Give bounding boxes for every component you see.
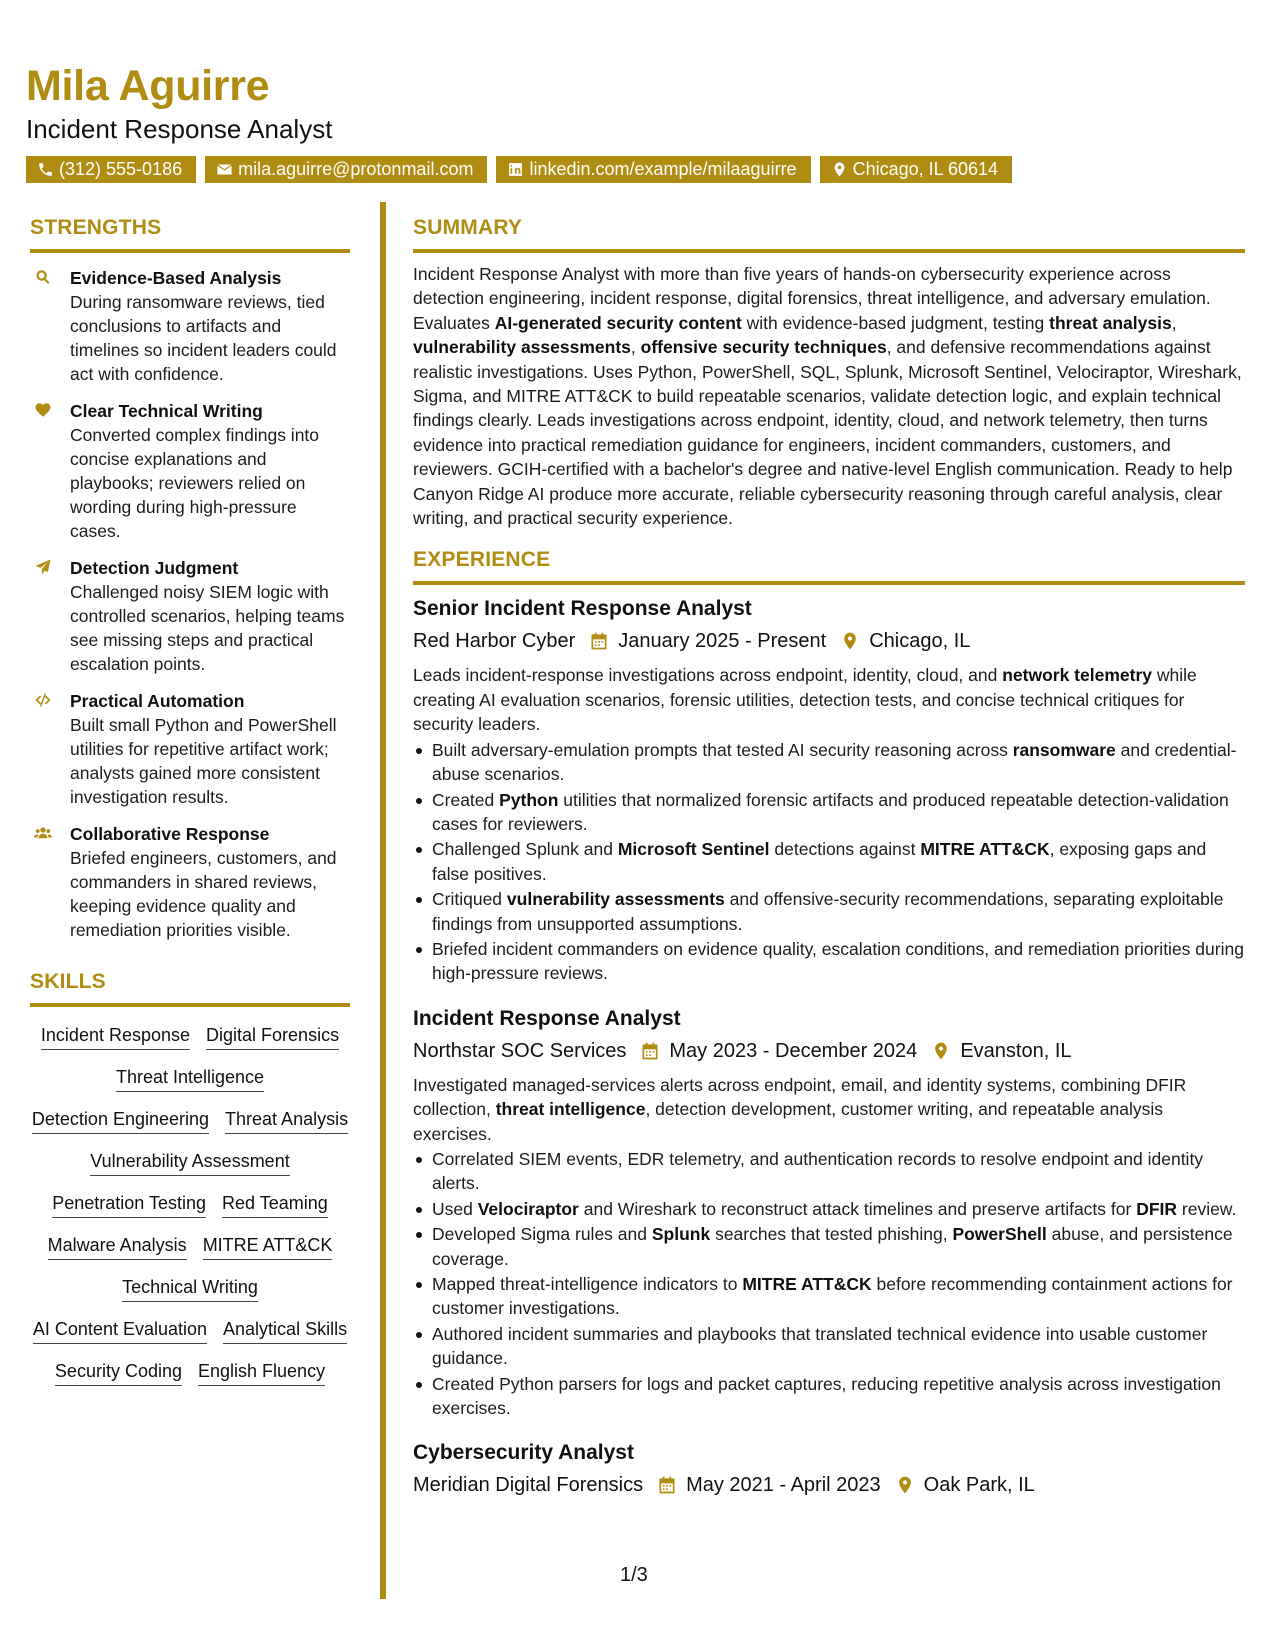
envelope-icon bbox=[216, 161, 233, 178]
strengths-heading: STRENGTHS bbox=[30, 216, 350, 253]
bullet-item: Correlated SIEM events, EDR telemetry, and authentication records to resolve endpoint and identity alerts. bbox=[413, 1147, 1245, 1196]
candidate-title: Incident Response Analyst bbox=[26, 114, 333, 144]
strength-title: Collaborative Response bbox=[70, 824, 270, 844]
bullet-item: Challenged Splunk and Microsoft Sentinel detections against MITRE ATT&CK, exposing gaps and false positives. bbox=[413, 837, 1245, 886]
job-description: Investigated managed-services alerts across endpoint, email, and identity systems, combining DFIR collection, threat intelligence, detection development, customer writing, and repeatable analysis exercises. bbox=[413, 1074, 1187, 1144]
strength-title: Evidence-Based Analysis bbox=[70, 268, 282, 288]
bullet-item: Developed Sigma rules and Splunk searches that tested phishing, PowerShell abuse, and persistence coverage. bbox=[413, 1222, 1245, 1271]
skill-tag: Security Coding bbox=[55, 1359, 182, 1386]
skill-tag: Red Teaming bbox=[222, 1191, 328, 1218]
strength-desc: During ransomware reviews, tied conclusions to artifacts and timelines so incident leaders could act with confidence. bbox=[70, 292, 337, 384]
strength-desc: Briefed engineers, customers, and commanders in shared reviews, keeping evidence quality and remediation priorities visible. bbox=[70, 848, 337, 940]
bullet-item: Used Velociraptor and Wireshark to reconstruct attack timelines and preserve artifacts for DFIR review. bbox=[413, 1197, 1245, 1221]
contact-location bbox=[820, 156, 1012, 183]
skill-tag: Penetration Testing bbox=[52, 1191, 206, 1218]
job-bullets bbox=[413, 738, 1245, 986]
users-icon bbox=[33, 824, 53, 842]
skill-tag: Technical Writing bbox=[122, 1275, 258, 1302]
job-company: Meridian Digital Forensics bbox=[413, 1474, 644, 1497]
bullet-item: Critiqued vulnerability assessments and offensive-security recommendations, separating exploitable findings from unsupported assumptions. bbox=[413, 887, 1245, 936]
map-pin-icon bbox=[840, 631, 860, 651]
summary-heading: SUMMARY bbox=[413, 216, 1245, 253]
bullet-item: Mapped threat-intelligence indicators to MITRE ATT&CK before recommending containment actions for customer investigations. bbox=[413, 1272, 1245, 1321]
job-location: Chicago, IL bbox=[869, 630, 971, 653]
map-pin-icon bbox=[931, 1041, 951, 1061]
contact-email[interactable] bbox=[205, 156, 487, 183]
candidate-name: Mila Aguirre bbox=[26, 62, 270, 110]
skill-tag: Incident Response bbox=[41, 1023, 190, 1050]
strength-desc: Converted complex findings into concise explanations and playbooks; reviewers relied on wording during high-pressure cases. bbox=[70, 425, 320, 541]
page-number: 1/3 bbox=[620, 1564, 648, 1586]
map-pin-icon bbox=[831, 161, 848, 178]
left-column bbox=[30, 216, 350, 1386]
skill-tag: Digital Forensics bbox=[206, 1023, 339, 1050]
job-location: Oak Park, IL bbox=[923, 1474, 1035, 1497]
bullet-item: Authored incident summaries and playbooks that translated technical evidence into usable customer guidance. bbox=[413, 1322, 1245, 1371]
skill-tag: Threat Intelligence bbox=[116, 1065, 264, 1092]
strength-title: Clear Technical Writing bbox=[70, 401, 263, 421]
job-meta bbox=[413, 1470, 1245, 1500]
summary-text: Incident Response Analyst with more than five years of hands-on cybersecurity experience across detection engineering, incident response, digital forensics, threat intelligence, and adversary emulation. Evaluates AI-generated security content with evidence-based judgment, testing threat analysis, vulnerability assessments, offensive security techniques, and defensive recommendations against realistic investigations. Uses Python, PowerShell, SQL, Splunk, Microsoft Sentinel, Velociraptor, Wireshark, Sigma, and MITRE ATT&CK to build repeatable scenarios, validate detection logic, and explain technical findings clearly. Leads investigations across endpoint, identity, cloud, and network telemetry, then turns evidence into practical remediation guidance for engineers, incident commanders, customers, and reviewers. GCIH-certified with a bachelor's degree and native-level English communication. Ready to help Canyon Ridge AI produce more accurate, reliable cybersecurity reasoning through careful analysis, clear writing, and practical security experience. bbox=[413, 264, 1242, 529]
strength-title: Detection Judgment bbox=[70, 558, 239, 578]
bullet-item: Created Python utilities that normalized forensic artifacts and produced repeatable detection-validation cases for reviewers. bbox=[413, 788, 1245, 837]
job-description: Leads incident-response investigations across endpoint, identity, cloud, and network telemetry while creating AI evaluation scenarios, forensic utilities, detection tests, and concise technical critiques for security leaders. bbox=[413, 665, 1197, 735]
search-icon bbox=[33, 268, 53, 286]
job-location: Evanston, IL bbox=[960, 1039, 1072, 1062]
strength-item bbox=[30, 556, 350, 676]
job-title: Senior Incident Response Analyst bbox=[413, 597, 752, 621]
job-bullets bbox=[413, 1147, 1245, 1420]
bullet-item: Briefed incident commanders on evidence quality, escalation conditions, and remediation priorities during high-pressure reviews. bbox=[413, 937, 1245, 986]
column-divider bbox=[380, 202, 386, 1599]
skill-tag: Analytical Skills bbox=[223, 1317, 347, 1344]
skills-heading: SKILLS bbox=[30, 970, 350, 1007]
calendar-icon bbox=[640, 1041, 660, 1061]
phone-icon bbox=[37, 161, 54, 178]
experience-heading: EXPERIENCE bbox=[413, 548, 1245, 585]
job-dates: May 2021 - April 2023 bbox=[686, 1474, 881, 1497]
strength-item bbox=[30, 266, 350, 386]
contact-bar bbox=[26, 156, 1245, 183]
strength-item bbox=[30, 399, 350, 543]
skill-tag: English Fluency bbox=[198, 1359, 325, 1386]
skill-tag: Vulnerability Assessment bbox=[90, 1149, 289, 1176]
resume-header bbox=[26, 62, 1245, 183]
contact-linkedin[interactable] bbox=[496, 156, 810, 183]
job-company: Northstar SOC Services bbox=[413, 1039, 627, 1062]
job-entry bbox=[413, 1004, 1245, 1421]
linkedin-icon bbox=[507, 161, 524, 178]
bullet-item: Created Python parsers for logs and packet captures, reducing repetitive analysis across investigation exercises. bbox=[413, 1372, 1245, 1421]
job-dates: May 2023 - December 2024 bbox=[669, 1039, 918, 1062]
code-icon bbox=[33, 691, 53, 709]
skill-tag: Malware Analysis bbox=[48, 1233, 187, 1260]
skill-tag: MITRE ATT&CK bbox=[203, 1233, 333, 1260]
job-title: Cybersecurity Analyst bbox=[413, 1441, 634, 1465]
job-entry bbox=[413, 1438, 1245, 1500]
job-dates: January 2025 - Present bbox=[618, 630, 827, 653]
strength-desc: Challenged noisy SIEM logic with controlled scenarios, helping teams see missing steps and practical escalation points. bbox=[70, 582, 345, 674]
calendar-icon bbox=[657, 1475, 677, 1495]
job-meta bbox=[413, 1036, 1245, 1066]
heart-icon bbox=[33, 401, 53, 419]
linkedin-text: linkedin.com/example/milaaguirre bbox=[529, 159, 797, 179]
calendar-icon bbox=[589, 631, 609, 651]
contact-phone[interactable] bbox=[26, 156, 196, 183]
skill-tag: Threat Analysis bbox=[225, 1107, 348, 1134]
paper-plane-icon bbox=[33, 558, 53, 576]
strength-title: Practical Automation bbox=[70, 691, 245, 711]
job-entry bbox=[413, 594, 1245, 985]
email-text: mila.aguirre@protonmail.com bbox=[238, 159, 474, 179]
strength-desc: Built small Python and PowerShell utilities for repetitive artifact work; analysts gained more consistent investigation results. bbox=[70, 715, 337, 807]
job-company: Red Harbor Cyber bbox=[413, 630, 576, 653]
location-text: Chicago, IL 60614 bbox=[852, 159, 999, 179]
bullet-item: Built adversary-emulation prompts that tested AI security reasoning across ransomware and credential-abuse scenarios. bbox=[413, 738, 1245, 787]
job-meta bbox=[413, 626, 1245, 656]
skills-list bbox=[30, 1023, 350, 1386]
strength-item bbox=[30, 822, 350, 942]
skill-tag: Detection Engineering bbox=[32, 1107, 209, 1134]
map-pin-icon bbox=[895, 1475, 915, 1495]
strength-item bbox=[30, 689, 350, 809]
job-title: Incident Response Analyst bbox=[413, 1006, 681, 1030]
phone-text: (312) 555-0186 bbox=[59, 159, 183, 179]
right-column bbox=[413, 216, 1245, 1500]
skill-tag: AI Content Evaluation bbox=[33, 1317, 207, 1344]
